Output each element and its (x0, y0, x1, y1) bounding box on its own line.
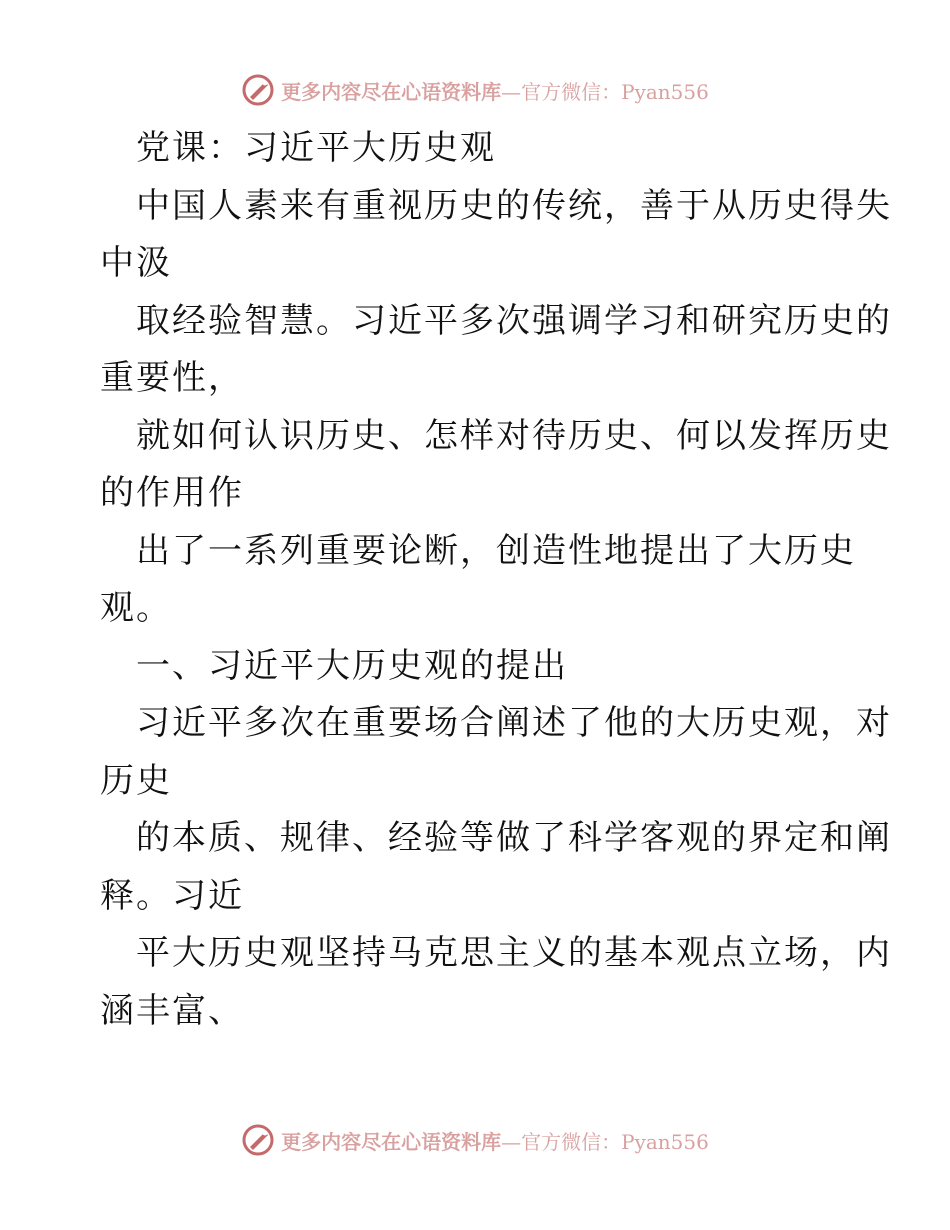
text-line: 的作用作 (100, 473, 244, 513)
text-line: 中国人素来有重视历史的传统，善于从历史得失 (136, 185, 892, 226)
text-line: 就如何认识历史、怎样对待历史、何以发挥历史 (136, 415, 892, 456)
document-title: 党课：习近平大历史观 (136, 128, 496, 168)
text-line: 平大历史观坚持马克思主义的基本观点立场，内 (136, 933, 892, 973)
footer-watermark (0, 1120, 950, 1160)
watermark-handle: Pyan556 (621, 1129, 709, 1154)
header-watermark (0, 70, 950, 110)
watermark-sub: —官方微信： (501, 79, 622, 104)
watermark-text (281, 1126, 709, 1155)
text-line: 涵丰富、 (100, 990, 244, 1031)
text-line: 的本质、规律、经验等做了科学客观的界定和阐 (136, 818, 892, 858)
text-line: 释。习近 (100, 875, 244, 916)
text-line: 中汲 (100, 243, 172, 283)
seal-logo-icon (241, 73, 275, 107)
watermark-text (281, 76, 709, 105)
watermark-main: 更多内容尽在心语资料库 (281, 1129, 502, 1154)
watermark-main: 更多内容尽在心语资料库 (281, 79, 502, 104)
text-line: 历史 (100, 760, 172, 801)
section-heading: 一、习近平大历史观的提出 (136, 645, 568, 686)
text-line: 观。 (100, 588, 172, 628)
text-line: 重要性， (100, 358, 244, 398)
seal-logo-icon (241, 1123, 275, 1157)
text-line: 习近平多次在重要场合阐述了他的大历史观，对 (136, 703, 892, 743)
watermark-sub: —官方微信： (501, 1129, 622, 1154)
text-line: 取经验智慧。习近平多次强调学习和研究历史的 (136, 300, 892, 341)
watermark-handle: Pyan556 (621, 79, 709, 104)
document-body (100, 120, 892, 1040)
text-line: 出了一系列重要论断，创造性地提出了大历史 (136, 530, 856, 571)
